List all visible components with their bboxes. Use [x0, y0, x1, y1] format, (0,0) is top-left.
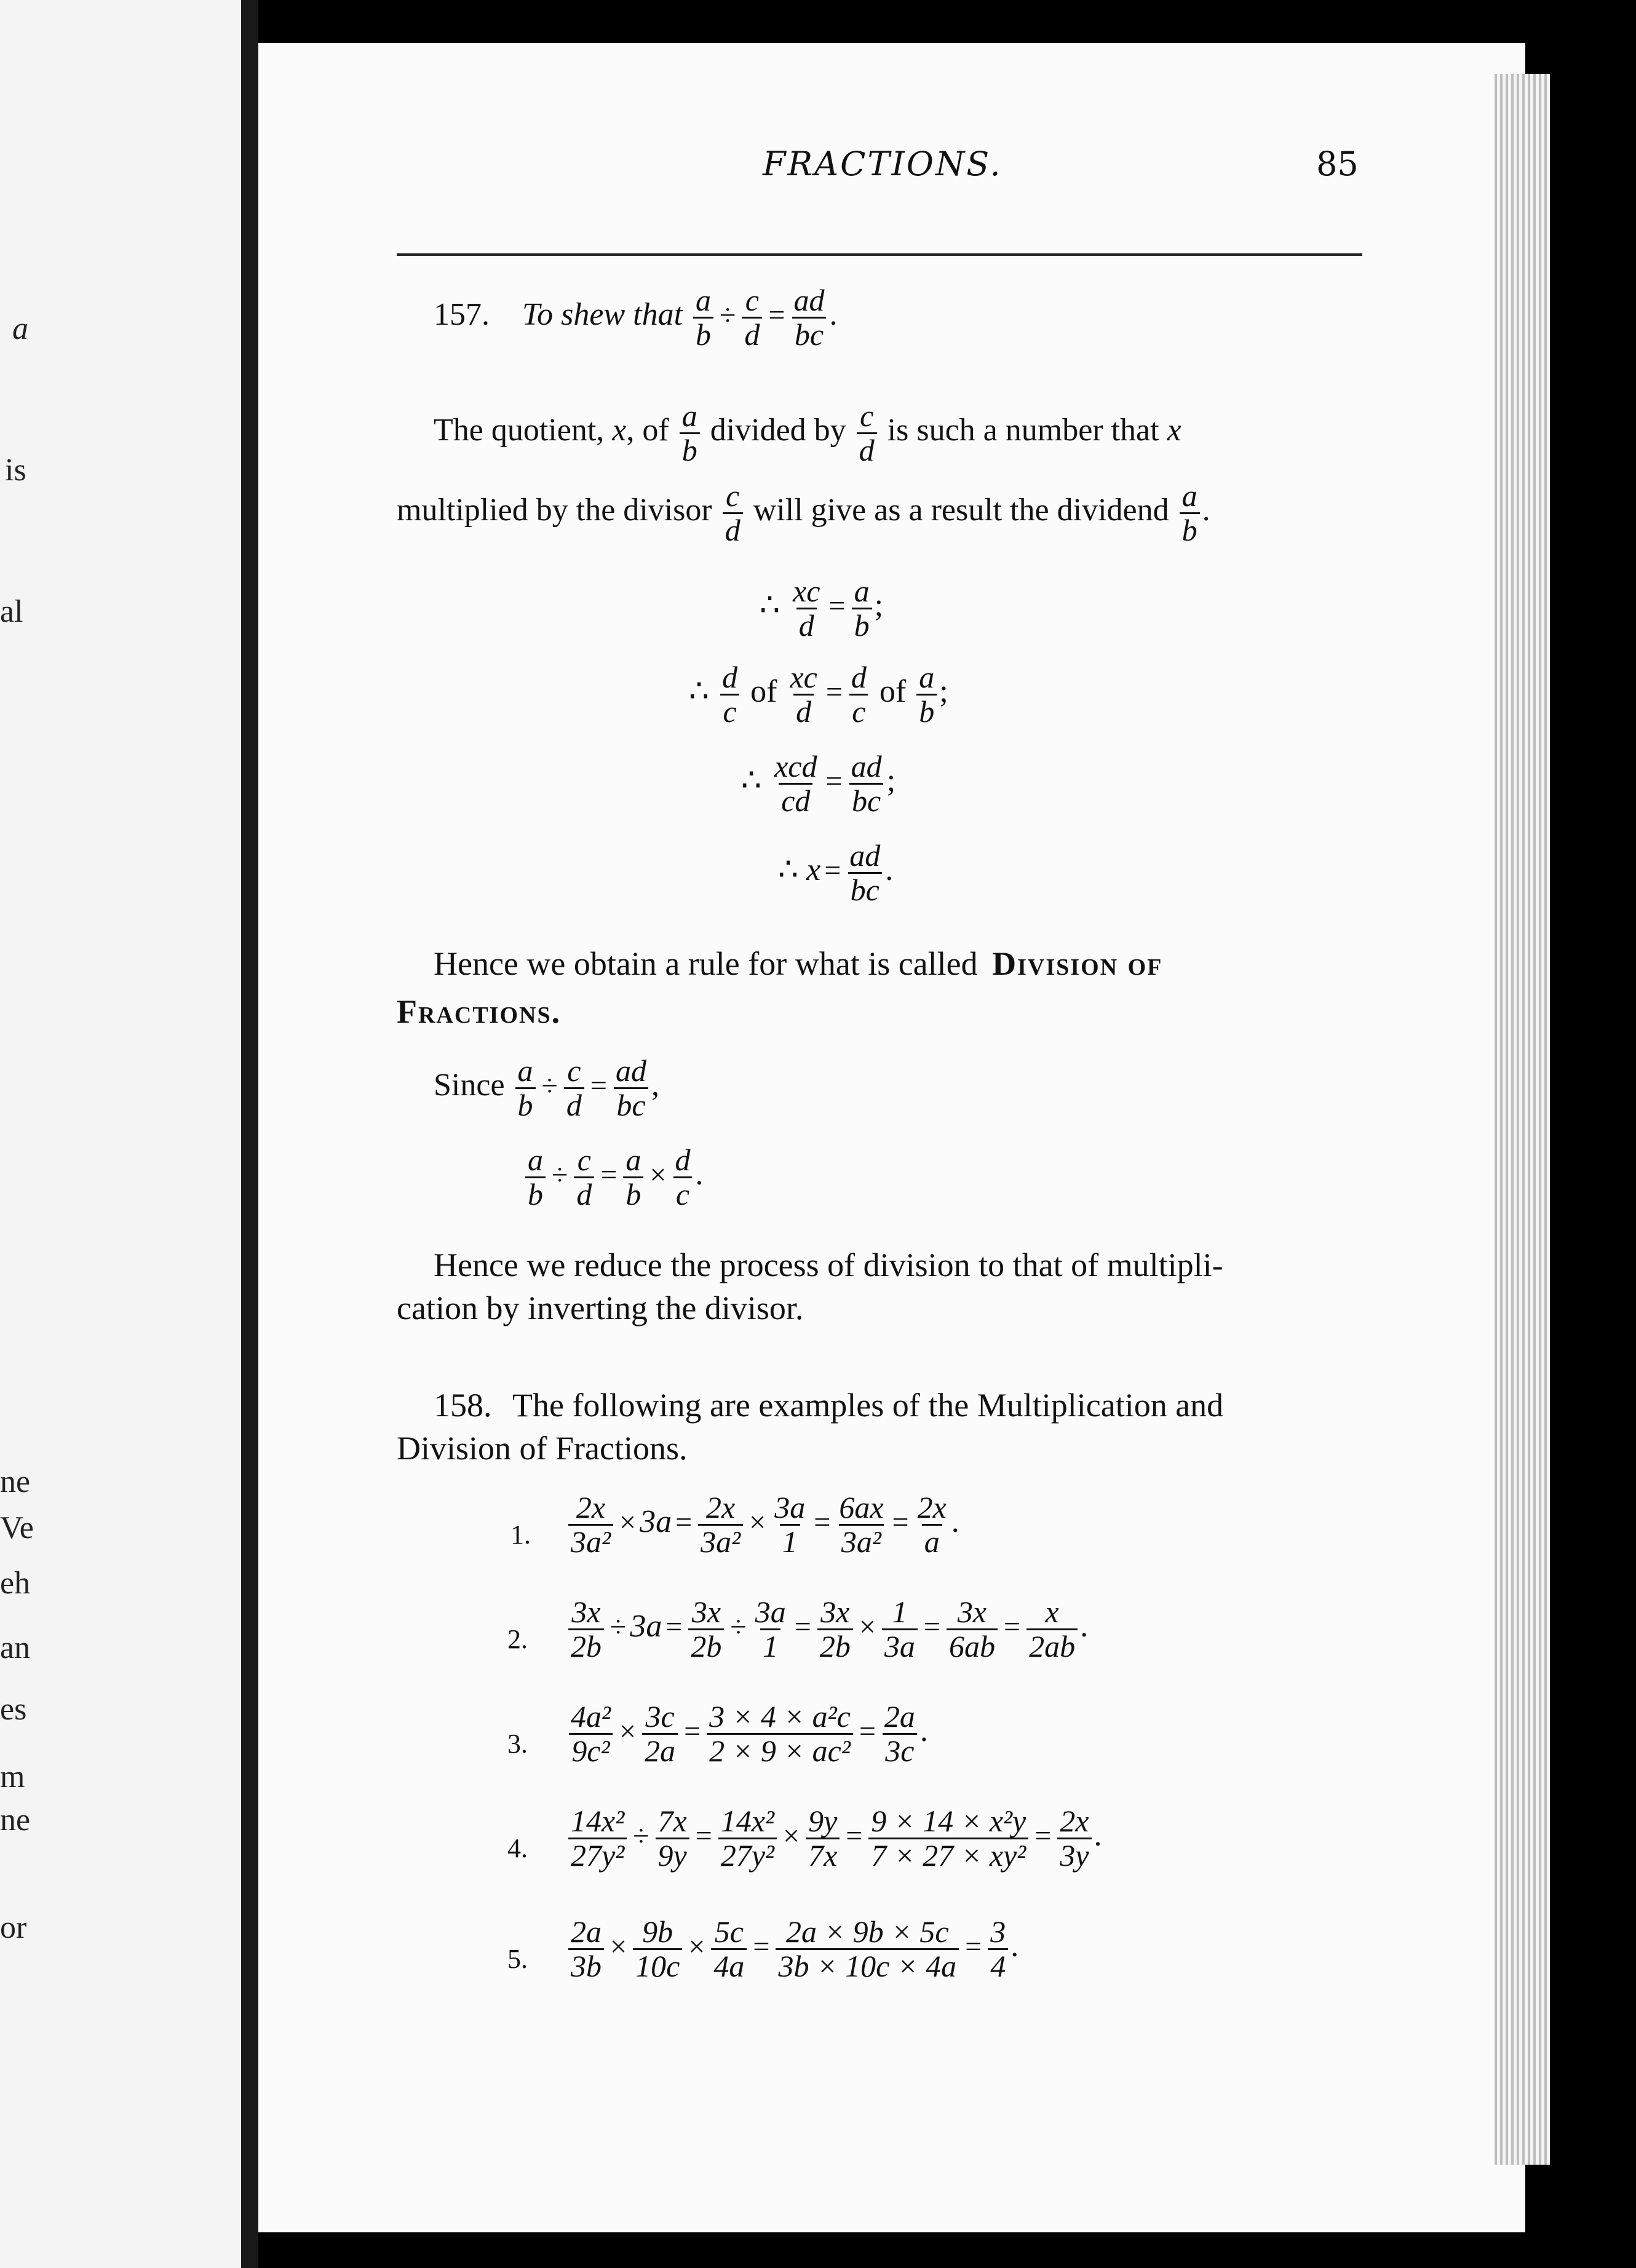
left-fragment: m: [0, 1759, 25, 1794]
section-lead: To shew that: [522, 296, 683, 332]
example-number: 1.: [510, 1520, 531, 1550]
since-line: $\frac{a}{b}$ ÷ $\frac{c}{d}$ = $\frac{a}{b}$ × $\frac{d}{c}$ .: [523, 1144, 704, 1210]
left-fragment: eh: [0, 1566, 31, 1601]
left-fragment: Ve: [0, 1510, 34, 1545]
left-fragment: ne: [0, 1464, 31, 1499]
derivation-line: ∴ x = $\frac{ad}{bc}$ .: [778, 838, 894, 907]
left-fragment: a: [12, 311, 28, 346]
page-header: [0, 145, 1636, 200]
example-2: $\frac{3x}{2b}$ ÷ 3a = $\frac{3x}{2b}$ ÷ $\frac{3a}{1}$ = $\frac{3x}{2b}$ × $\frac{1}{3a}$ = $\frac{3x}{6ab}$ = $\frac{x}{2ab}$ .: [566, 1596, 1088, 1662]
section-158-heading: 158. The following are examples of the Multiplication and: [434, 1387, 1224, 1424]
since-line: Since $\frac{a}{b}$ ÷ $\frac{c}{d}$ = $\frac{ad}{bc}$ ,: [434, 1053, 659, 1122]
example-3: $\frac{\text{4a²}}{\text{9c²}}$ × $\frac{3c}{2a}$ = $\frac{\text{3 × 4 × a²c}}{\text{2 × 9 × ac²}}$ = $\frac{2a}{3c}$ .: [566, 1700, 928, 1767]
section-number: 157.: [434, 296, 490, 332]
paragraph-line: cation by inverting the divisor.: [397, 1290, 804, 1326]
left-fragment: or: [0, 1910, 27, 1945]
page: [258, 43, 1525, 2232]
left-fragment: es: [0, 1692, 27, 1727]
derivation-line: ∴ $\frac{\text{xcd}}{cd}$ = $\frac{ad}{bc}$ ;: [741, 749, 896, 818]
fraction: $\frac{a}{b}$: [693, 284, 713, 351]
fraction: $\frac{ad}{bc}$: [791, 284, 827, 351]
example-1: $\frac{2x}{\text{3a²}}$ × 3a = $\frac{2x}{\text{3a²}}$ × $\frac{3a}{1}$ = $\frac{6ax}{\text{3a²}}$ = $\frac{2x}{a}$ .: [566, 1491, 959, 1558]
paragraph-line: Hence we obtain a rule for what is called Division of: [434, 945, 1163, 982]
example-number: 3.: [507, 1729, 528, 1759]
example-4: $\frac{\text{14x²}}{\text{27y²}}$ ÷ $\frac{7x}{9y}$ = $\frac{\text{14x²}}{\text{27y²}}$ × $\frac{9y}{7x}$ = $\frac{\text{9 × 14 × x²y}}{\text{7 × 27 × xy²}}$ = $\frac{2x}{3y}$ .: [566, 1805, 1102, 1871]
example-number: 5.: [507, 1944, 528, 1974]
page-edges: [1495, 74, 1550, 2165]
page-number: 85: [1316, 145, 1359, 183]
left-fragment: al: [0, 594, 23, 629]
left-fragment: ne: [0, 1802, 31, 1838]
left-page: [0, 0, 245, 2268]
derivation-line: ∴ $\frac{xc}{d}$ = $\frac{a}{b}$ ;: [760, 574, 884, 643]
section-157-heading: 157. To shew that $\frac{a}{b}$ ÷ $\frac{c}{d}$ = $\frac{ad}{bc}$ .: [434, 283, 838, 352]
paragraph-line: Fractions.: [397, 993, 562, 1030]
paragraph-line: Hence we reduce the process of division to that of multipli-: [434, 1247, 1223, 1283]
example-5: $\frac{2a}{3b}$ × $\frac{9b}{10c}$ × $\frac{5c}{4a}$ = $\frac{2a \times 9b \times 5c}{3b \times 10c \times 4a}$ = $\frac{3}{4}$ .: [566, 1916, 1019, 1982]
example-number: 4.: [507, 1833, 528, 1863]
derivation-line: ∴ $\frac{d}{c}$ of $\frac{xc}{d}$ = $\frac{d}{c}$ of $\frac{a}{b}$ ;: [689, 660, 948, 729]
header-rule: [397, 253, 1362, 256]
example-number: 2.: [507, 1624, 528, 1654]
paragraph-line: The quotient, x, of $\frac{a}{b}$ divided by $\frac{c}{d}$ is such a number that x: [434, 398, 1181, 467]
fraction: $\frac{c}{d}$: [742, 284, 762, 351]
paragraph-line: multiplied by the divisor $\frac{c}{d}$ will give as a result the dividend $\frac{a}{b}$ .: [397, 478, 1210, 547]
left-fragment: is: [5, 453, 26, 488]
book-gutter: [241, 0, 258, 2268]
running-title: FRACTIONS.: [763, 145, 1003, 183]
left-fragment: an: [0, 1630, 31, 1665]
paragraph-line: Division of Fractions.: [397, 1430, 688, 1467]
